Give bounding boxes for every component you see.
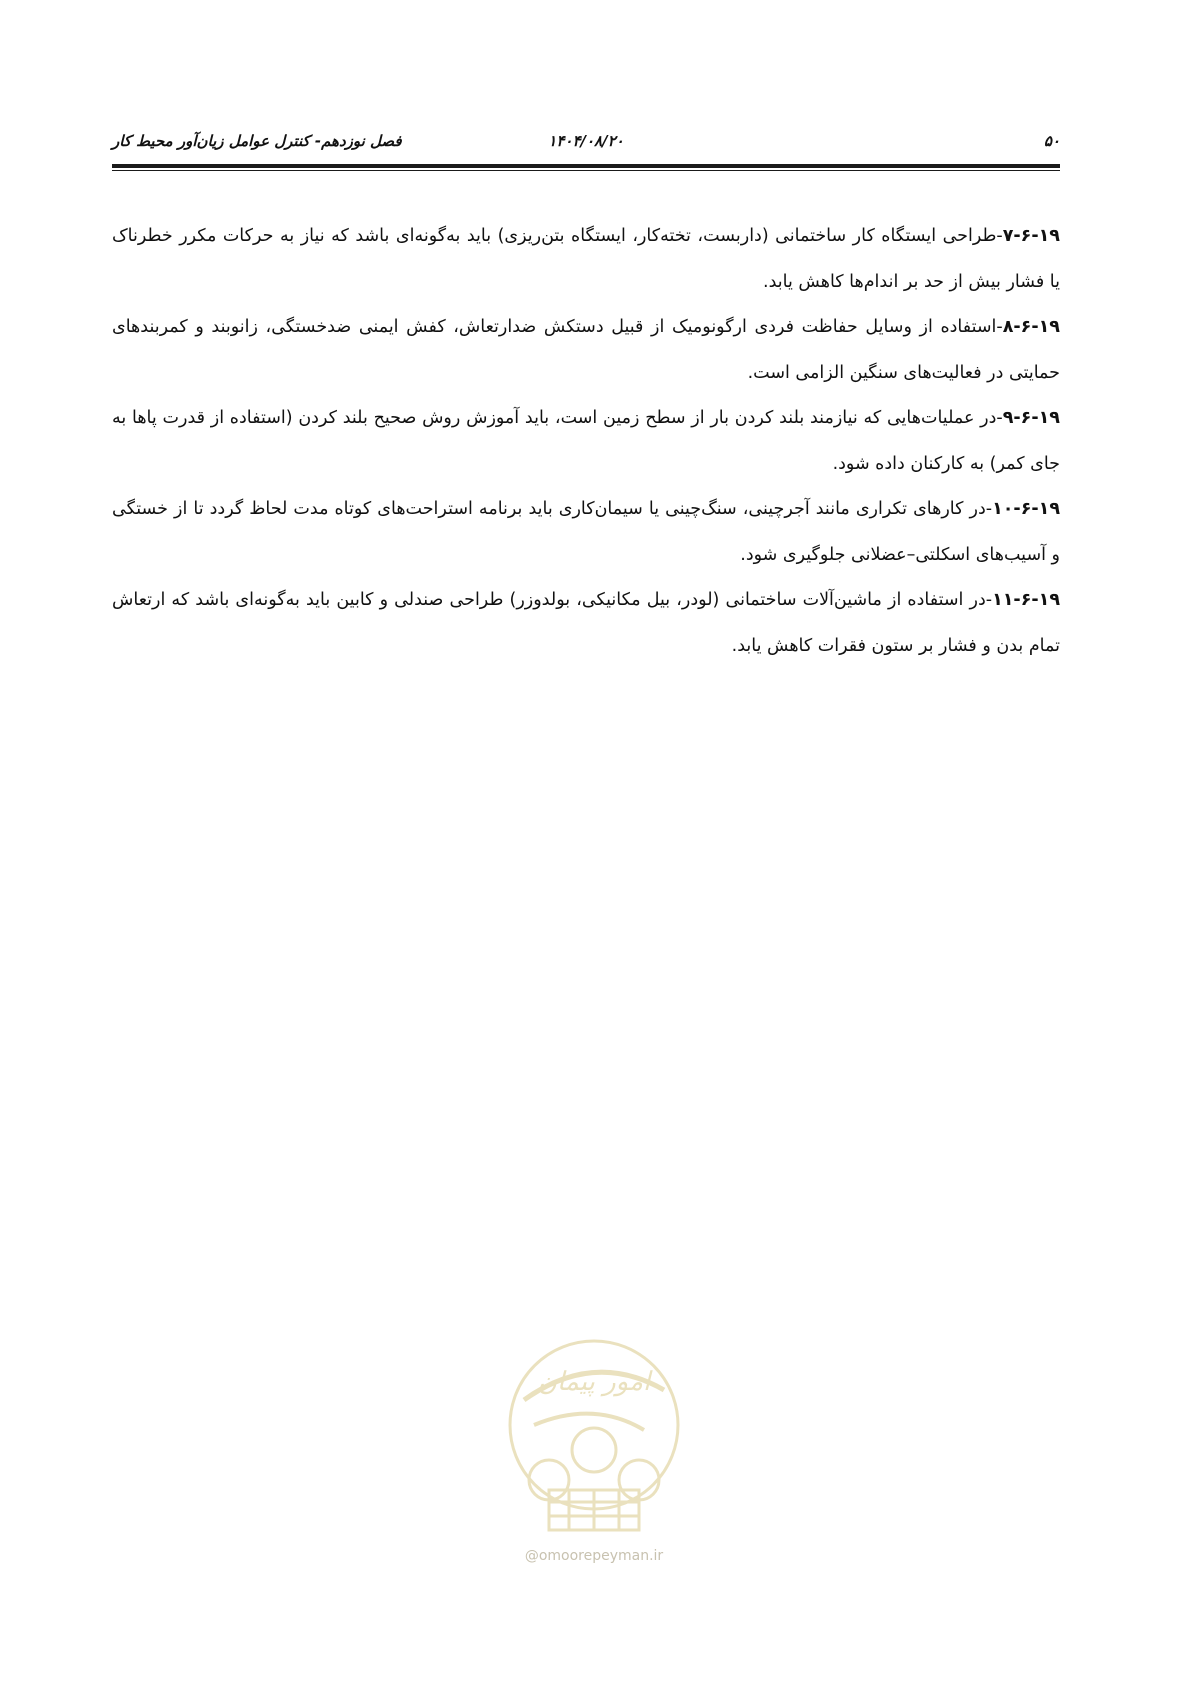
header-date: ۱۴۰۴/۰۸/۲۰ <box>548 132 624 150</box>
chapter-title: فصل نوزدهم- کنترل عوامل زیان‌آور محیط کار <box>112 132 402 150</box>
clause-text: -در کارهای تکراری مانند آجرچینی، سنگ‌چینی یا سیمان‌کاری باید برنامه استراحت‌های کوتاه مدت لحاظ گردد تا از خستگی و آسیب‌های اسکلتی–عضلانی جلوگیری شود. <box>112 499 1060 565</box>
clause-number: ۹-۶-۱۹ <box>1002 408 1060 428</box>
clause-text: -استفاده از وسایل حفاظت فردی ارگونومیک از قبیل دستکش ضدارتعاش، کفش ایمنی ضدخستگی، زانوبند و کمربندهای حمایتی در فعالیت‌های سنگین الزامی است. <box>112 317 1060 383</box>
clause-text: -در استفاده از ماشین‌آلات ساختمانی (لودر، بیل مکانیکی، بولدوزر) طراحی صندلی و کابین باید به‌گونه‌ای باشد که ارتعاش تمام بدن و فشار بر ستون فقرات کاهش یابد. <box>112 590 1060 656</box>
paragraph-19-6-9 <box>112 396 1060 487</box>
watermark-url: @omoorepeyman.ir <box>524 1548 664 1564</box>
clause-number: ۱۱-۶-۱۹ <box>992 590 1060 610</box>
clause-number: ۱۰-۶-۱۹ <box>992 499 1060 519</box>
paragraph-19-6-8 <box>112 305 1060 396</box>
watermark-logo-text: امور پیمان <box>537 1367 651 1397</box>
clause-number: ۷-۶-۱۹ <box>1002 226 1060 246</box>
body-text <box>112 214 1060 669</box>
paragraph-19-6-7 <box>112 214 1060 305</box>
paragraph-19-6-10 <box>112 487 1060 578</box>
watermark-logo-icon <box>494 1330 694 1580</box>
clause-number: ۸-۶-۱۹ <box>1002 317 1060 337</box>
clause-text: -طراحی ایستگاه کار ساختمانی (داربست، تخته‌کار، ایستگاه بتن‌ریزی) باید به‌گونه‌ای باشد که نیاز به حرکات مکرر خطرناک یا فشار بیش از حد بر اندام‌ها کاهش یابد. <box>112 226 1060 292</box>
paragraph-19-6-11 <box>112 578 1060 669</box>
page-number: ۵۰ <box>1043 132 1060 150</box>
header-rule-thin <box>112 170 1060 171</box>
header-rule-thick <box>112 164 1060 168</box>
page-header <box>112 128 1060 154</box>
clause-text: -در عملیات‌هایی که نیازمند بلند کردن بار از سطح زمین است، باید آموزش روش صحیح بلند کردن (استفاده از قدرت پاها به جای کمر) به کارکنان داده شود. <box>112 408 1060 474</box>
